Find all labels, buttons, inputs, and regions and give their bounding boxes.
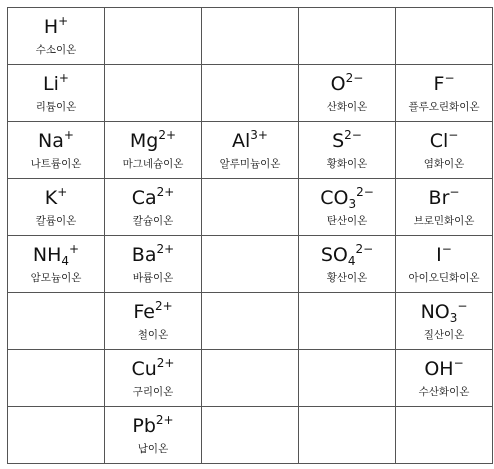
ion-name: 황화이온 xyxy=(326,157,368,170)
ion-cell xyxy=(396,122,493,179)
formula-base: Ca xyxy=(131,186,157,209)
ion-table xyxy=(7,7,493,464)
formula-subscript: 4 xyxy=(61,253,70,268)
formula-base: Cl xyxy=(429,129,449,152)
formula-base: Pb xyxy=(132,414,156,437)
ion-formula xyxy=(105,355,201,380)
ion-cell xyxy=(299,179,396,236)
ion-formula xyxy=(105,298,201,323)
ion-name: 탄산이온 xyxy=(326,214,368,227)
ion-name: 나트륨이온 xyxy=(30,157,82,170)
empty-cell xyxy=(8,407,105,464)
ion-cell xyxy=(105,407,202,464)
ion-charge: 2− xyxy=(345,70,364,85)
empty-cell xyxy=(8,293,105,350)
ion-cell xyxy=(396,350,493,407)
formula-base: Cu xyxy=(131,357,157,380)
ion-name: 알루미늄이온 xyxy=(219,157,281,170)
formula-subscript: 3 xyxy=(449,310,458,325)
formula-base: F xyxy=(433,72,445,95)
ion-cell xyxy=(299,236,396,293)
ion-cell xyxy=(8,236,105,293)
ion-name: 칼슘이온 xyxy=(132,214,174,227)
ion-charge: 2+ xyxy=(158,127,177,142)
ion-charge: 2− xyxy=(356,184,374,199)
formula-base: K xyxy=(44,186,58,209)
formula-base: SO xyxy=(320,243,348,266)
ion-cell xyxy=(105,293,202,350)
ion-name: 철이온 xyxy=(137,328,169,341)
empty-cell xyxy=(202,65,299,122)
empty-cell xyxy=(202,236,299,293)
ion-charge: + xyxy=(69,241,80,256)
ion-cell xyxy=(105,179,202,236)
empty-cell xyxy=(202,179,299,236)
ion-cell xyxy=(105,350,202,407)
ion-cell xyxy=(8,65,105,122)
ion-cell xyxy=(8,179,105,236)
ion-formula xyxy=(8,127,104,152)
empty-cell xyxy=(202,407,299,464)
ion-name: 마그네슘이온 xyxy=(122,157,184,170)
empty-cell xyxy=(299,8,396,65)
ion-formula xyxy=(8,13,104,38)
formula-base: NH xyxy=(32,243,62,266)
ion-charge: − xyxy=(457,298,468,313)
empty-cell xyxy=(202,293,299,350)
ion-name: 구리이온 xyxy=(132,385,174,398)
ion-cell xyxy=(396,65,493,122)
ion-name: 칼륨이온 xyxy=(35,214,77,227)
ion-name: 수소이온 xyxy=(35,43,77,56)
ion-charge: + xyxy=(57,184,68,199)
ion-charge: + xyxy=(58,13,69,28)
ion-formula xyxy=(396,184,492,209)
ion-name: 납이온 xyxy=(137,442,169,455)
table-row xyxy=(8,350,493,407)
ion-charge: 2− xyxy=(344,127,362,142)
table-row xyxy=(8,407,493,464)
formula-base: Al xyxy=(232,129,251,152)
ion-cell xyxy=(396,293,493,350)
ion-charge: − xyxy=(448,127,459,142)
ion-name: 염화이온 xyxy=(423,157,465,170)
ion-formula xyxy=(396,298,492,325)
empty-cell xyxy=(105,65,202,122)
ion-cell xyxy=(8,8,105,65)
ion-formula xyxy=(396,70,492,95)
ion-charge: + xyxy=(58,70,69,85)
formula-base: Ba xyxy=(131,243,157,266)
ion-cell xyxy=(299,122,396,179)
empty-cell xyxy=(299,350,396,407)
ion-charge: 2+ xyxy=(156,241,175,256)
table-row xyxy=(8,65,493,122)
formula-base: O xyxy=(330,72,346,95)
ion-formula xyxy=(299,184,395,211)
formula-base: Br xyxy=(428,186,450,209)
ion-name: 바륨이온 xyxy=(132,271,174,284)
ion-name: 산화이온 xyxy=(326,100,368,113)
formula-base: OH xyxy=(424,357,454,380)
ion-name: 브로민화이온 xyxy=(413,214,475,227)
formula-base: H xyxy=(43,15,59,38)
ion-charge: − xyxy=(441,241,452,256)
ion-charge: 2+ xyxy=(154,298,173,313)
table-row xyxy=(8,293,493,350)
ion-name: 수산화이온 xyxy=(418,385,470,398)
ion-cell xyxy=(202,122,299,179)
ion-charge: 3+ xyxy=(250,127,268,142)
formula-base: Fe xyxy=(133,300,155,323)
ion-charge: 2+ xyxy=(156,355,175,370)
ion-name: 질산이온 xyxy=(423,328,465,341)
formula-base: Mg xyxy=(129,129,159,152)
ion-cell xyxy=(105,122,202,179)
ion-formula xyxy=(299,127,395,152)
ion-cell xyxy=(396,179,493,236)
ion-charge: + xyxy=(63,127,74,142)
ion-formula xyxy=(396,355,492,380)
ion-formula xyxy=(8,70,104,95)
formula-base: I xyxy=(436,243,442,266)
ion-charge: − xyxy=(444,70,455,85)
formula-subscript: 4 xyxy=(347,253,356,268)
empty-cell xyxy=(105,8,202,65)
ion-charge: 2+ xyxy=(156,184,175,199)
ion-cell xyxy=(8,122,105,179)
empty-cell xyxy=(202,350,299,407)
ion-name: 아이오딘화이온 xyxy=(408,271,480,284)
ion-charge: 2− xyxy=(355,241,374,256)
ion-name: 암모늄이온 xyxy=(30,271,82,284)
table-row xyxy=(8,8,493,65)
ion-cell xyxy=(396,236,493,293)
formula-base: Li xyxy=(43,72,59,95)
formula-subscript: 3 xyxy=(348,196,357,211)
table-row xyxy=(8,122,493,179)
ion-formula xyxy=(105,241,201,266)
ion-formula xyxy=(396,241,492,266)
ion-formula xyxy=(396,127,492,152)
ion-charge: − xyxy=(449,184,460,199)
ion-formula xyxy=(105,127,201,152)
empty-cell xyxy=(202,8,299,65)
ion-name: 플루오린화이온 xyxy=(408,100,480,113)
formula-base: NO xyxy=(420,300,450,323)
formula-base: CO xyxy=(320,186,349,209)
ion-formula xyxy=(299,70,395,95)
ion-charge: 2+ xyxy=(155,412,174,427)
empty-cell xyxy=(299,293,396,350)
empty-cell xyxy=(299,407,396,464)
empty-cell xyxy=(396,8,493,65)
table-row xyxy=(8,179,493,236)
ion-formula xyxy=(8,184,104,209)
formula-base: Na xyxy=(38,129,64,152)
formula-base: S xyxy=(332,129,345,152)
ion-charge: − xyxy=(453,355,464,370)
ion-formula xyxy=(202,127,298,152)
empty-cell xyxy=(396,407,493,464)
table-row xyxy=(8,236,493,293)
ion-formula xyxy=(8,241,104,268)
ion-cell xyxy=(299,65,396,122)
ion-formula xyxy=(105,412,201,437)
empty-cell xyxy=(8,350,105,407)
ion-name: 황산이온 xyxy=(326,271,368,284)
ion-formula xyxy=(105,184,201,209)
ion-name: 리튬이온 xyxy=(35,100,77,113)
ion-cell xyxy=(105,236,202,293)
ion-formula xyxy=(299,241,395,268)
